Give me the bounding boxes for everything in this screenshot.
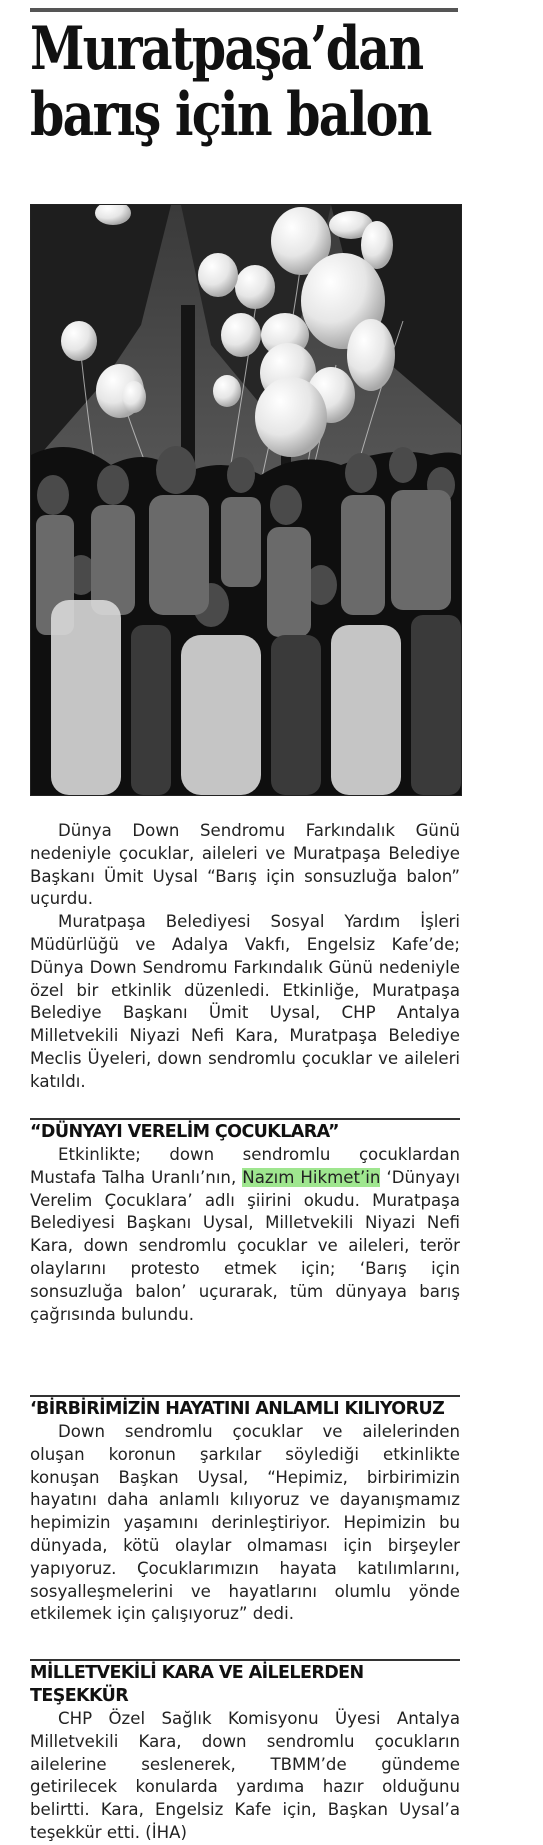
balloon-release-photo [30, 204, 462, 796]
subhead-2: ‘BİRBİRİMİZİN HAYATINI ANLAMLI KILIYORUZ [30, 1399, 445, 1419]
paragraph-4: CHP Özel Sağlık Komisyonu Üyesi Antalya Milletvekili Kara, down sendromlu çocukların ailelerine seslenerek, TBMM’de gündeme getirilecek konularda yardıma hazır olduğunu belirtti. Kara, Engelsiz Kafe için, Başkan Uysal’a teşekkür etti. (İHA) [30, 1709, 460, 1842]
paragraph-2-end: ‘Dünyayı Verelim Çocuklara’ adlı şiirini okudu. Muratpaşa Belediyesi Başkanı Uysal, Milletvekili Niyazi Nefi Kara, down sendromlu çocuklar ve aileleri, terör olaylarını protesto etmek için; ‘Barış için sonsuzluğa balon’ uçurarak, tüm dünyaya barış çağrısında bulundu. [30, 1167, 460, 1324]
headline-line-1: Muratpaşa’dan [30, 14, 423, 84]
lead-paragraph: Dünya Down Sendromu Farkındalık Günü nedeniyle çocuklar, aileleri ve Muratpaşa Belediye Başkanı Ümit Uysal “Barış için sonsuzluğa balon” uçurdu. [30, 821, 460, 909]
paragraph-2-start: Etkinlikte; down sendromlu çocuklardan Mustafa Talha Uranlı’nın, [30, 1145, 460, 1187]
paragraph-2 [30, 1144, 460, 1326]
subhead-3: MİLLETVEKİLİ KARA VE AİLELERDEN TEŞEKKÜR [30, 1663, 364, 1706]
top-rule [30, 8, 458, 12]
article-section-poem [30, 1118, 460, 1326]
highlighted-name: Nazım Hikmet’in [242, 1167, 381, 1187]
subhead-1: “DÜNYAYI VERELİM ÇOCUKLARA” [30, 1122, 339, 1142]
headline [30, 14, 431, 150]
paragraph-3: Down sendromlu çocuklar ve ailelerinden oluşan koronun şarkılar söylediği etkinlikte konuşan Başkan Uysal, “Hepimiz, birbirimizin hayatını daha anlamlı kılıyoruz ve dayanışmamız hepimizin yaşamını derinleştiriyor. Hepimizin bu dünyada, kötü olaylar olmaması için birşeyler yapıyoruz. Çocuklarımızın hayata katılımlarını, sosyalleşmelerini ve hayatlarını olumlu yönde etkilemek için çalışıyoruz” dedi. [30, 1422, 460, 1624]
paragraph-1: Muratpaşa Belediyesi Sosyal Yardım İşleri Müdürlüğü ve Adalya Vakfı, Engelsiz Kafe’de; Dünya Down Sendromu Farkındalık Günü nedeniyle özel bir etkinlik düzenledi. Etkinliğe, Muratpaşa Belediye Başkanı Ümit Uysal, CHP Antalya Milletvekili Niyazi Nefi Kara, Muratpaşa Belediye Meclis Üyeleri, down sendromlu çocuklar ve aileleri katıldı. [30, 912, 460, 1091]
article-section-speech [30, 1395, 460, 1626]
article-section-intro [30, 820, 460, 1094]
article-section-thanks [30, 1659, 460, 1845]
headline-line-2: barış için balon [30, 80, 431, 150]
